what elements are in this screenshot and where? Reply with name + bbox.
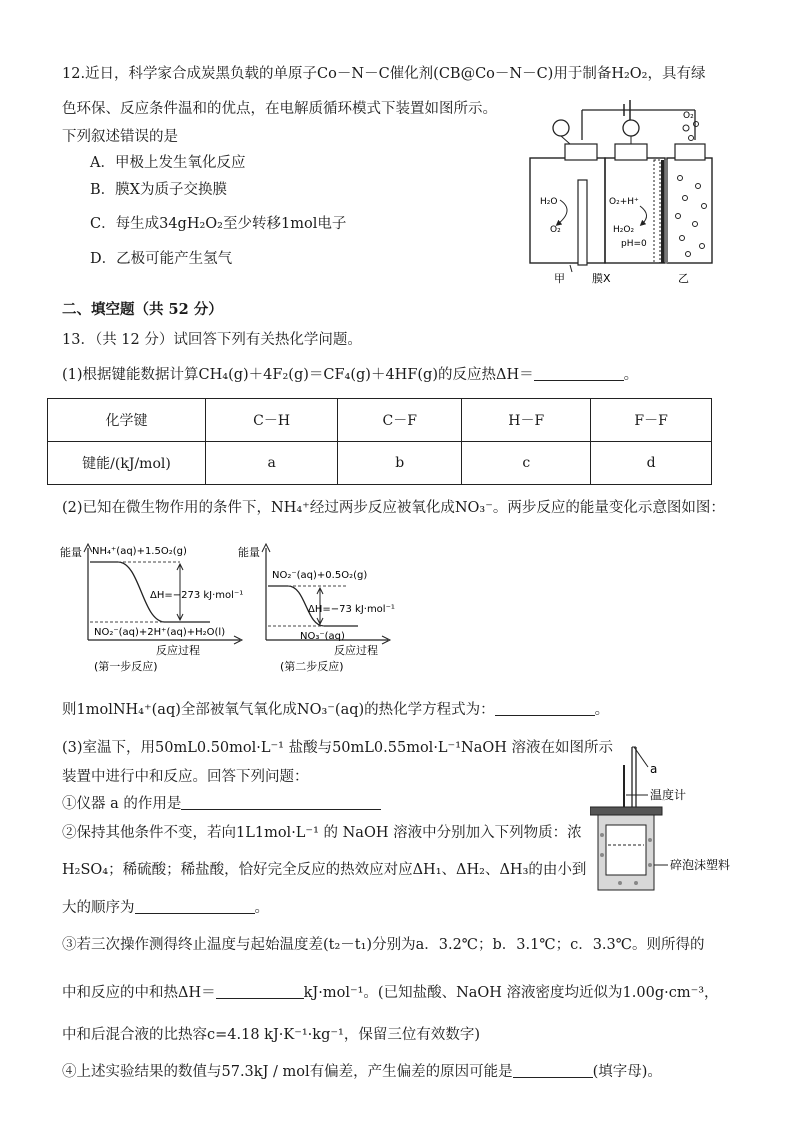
- q13-3-3-line2-text-b: kJ·mol⁻¹。(已知盐酸、NaOH 溶液密度均近似为1.00g·cm⁻³，: [303, 985, 719, 1001]
- electrolysis-figure: [520, 100, 735, 285]
- diagram1-ylabel: 能量: [60, 546, 82, 559]
- diagram2-bottom: NO₃⁻(aq): [300, 631, 345, 642]
- species-o2-h: O₂+H⁺: [609, 197, 639, 207]
- q13-3-2-line1: ②保持其他条件不变，若向1L1mol·L⁻¹ 的 NaOH 溶液中分别加入下列物质：浓: [62, 825, 582, 841]
- q13-part3-line2: 装置中进行中和反应。回答下列问题：: [62, 769, 309, 785]
- bond-energy-table: [47, 398, 712, 485]
- q13-3-3-line2: [62, 983, 719, 1003]
- answer-blank-2[interactable]: [495, 701, 595, 716]
- q13-3-4-text: ④上述实验结果的数值与57.3kJ / mol有偏差，产生偏差的原因可能是: [62, 1064, 513, 1080]
- q12-option-b: B．膜X为质子交换膜: [90, 182, 227, 198]
- energy-diagram-step2: [238, 540, 438, 680]
- table-header-cell: F－F: [591, 399, 712, 442]
- diagram2-dh: ΔH=−73 kJ·mol⁻¹: [308, 604, 395, 615]
- diagram1-top: NH₄⁺(aq)+1.5O₂(g): [92, 546, 187, 557]
- q13-part2-question-text: 则1molNH₄⁺(aq)全部被氧气氧化成NO₃⁻(aq)的热化学方程式为：: [62, 702, 495, 718]
- diagram1-xlabel: 反应过程: [156, 644, 200, 657]
- q13-part3-line1: (3)室温下，用50mL0.50mol·L⁻¹ 盐酸与50mL0.55mol·L⁻¹NaOH 溶液在如图所示: [62, 740, 613, 756]
- table-cell: d: [591, 442, 712, 485]
- q12-option-c: C．每生成34gH₂O₂至少转移1mol电子: [90, 216, 347, 232]
- q12-option-a: A．甲极上发生氧化反应: [90, 155, 246, 171]
- q12-line2: 色环保、反应条件温和的优点，在电解质循环模式下装置如图所示。: [62, 101, 497, 117]
- diagram1-dh: ΔH=−273 kJ·mol⁻¹: [150, 590, 244, 601]
- q13-part2: (2)已知在微生物作用的条件下，NH₄⁺经过两步反应被氧化成NO₃⁻。两步反应的能量变化示意图如图：: [62, 500, 725, 516]
- q13-3-2-line3-text: 大的顺序为: [62, 900, 135, 916]
- q13-3-1-text: ①仪器 a 的作用是: [62, 796, 182, 812]
- table-row: [48, 442, 712, 485]
- q13-3-2-end: 。: [254, 900, 269, 916]
- diagram2-ylabel: 能量: [238, 546, 260, 559]
- calorimeter-figure: [590, 745, 795, 895]
- q13-3-2-line2: H₂SO₄；稀硫酸；稀盐酸，恰好完全反应的热效应对应ΔH₁、ΔH₂、ΔH₃的由小到: [62, 862, 587, 878]
- q13-3-3-line2-text-a: 中和反应的中和热ΔH＝: [62, 985, 216, 1001]
- species-ph: pH=0: [621, 239, 647, 249]
- table-cell: 键能/(kJ/mol): [48, 442, 206, 485]
- q13-3-4-end: (填字母)。: [592, 1064, 662, 1080]
- table-header-cell: C－H: [206, 399, 338, 442]
- apparatus-a-label: a: [650, 762, 658, 776]
- section-title: 二、填空题（共 52 分）: [62, 301, 223, 318]
- species-o2: O₂: [550, 225, 561, 235]
- q13-3-3-line3: 中和后混合液的比热容c=4.18 kJ·K⁻¹·kg⁻¹，保留三位有效数字): [62, 1027, 480, 1043]
- q13-part2-end: 。: [594, 702, 610, 718]
- q13-3-1: [62, 794, 381, 814]
- foam-label: 碎泡沫塑料: [670, 858, 731, 872]
- table-header-cell: H－F: [462, 399, 591, 442]
- q12-option-d: D．乙极可能产生氢气: [90, 251, 233, 267]
- answer-blank-6[interactable]: [513, 1063, 593, 1078]
- table-header-cell: 化学键: [48, 399, 206, 442]
- table-header-cell: C－F: [338, 399, 462, 442]
- q13-intro: 13．（共 12 分）试回答下列有关热化学问题。: [62, 332, 362, 348]
- table-cell: a: [206, 442, 338, 485]
- label-membrane-x: 膜X: [592, 272, 611, 285]
- species-h2o: H₂O: [540, 197, 558, 207]
- q13-3-3-line1: ③若三次操作测得终止温度与起始温度差(t₂－t₁)分别为a．3.2℃；b．3.1℃；c．3.3℃。则所得的: [62, 937, 705, 953]
- q13-3-4: [62, 1062, 662, 1082]
- q12-line1: 12.近日，科学家合成炭黑负载的单原子Co－N－C催化剂(CB@Co－N－C)用于制备H₂O₂，具有绿: [62, 66, 706, 82]
- answer-blank-3[interactable]: [181, 795, 381, 810]
- top-o2-label: O₂: [683, 111, 694, 121]
- energy-diagram-step1: [60, 540, 260, 680]
- diagram1-caption: (第一步反应): [94, 660, 158, 673]
- diagram2-caption: (第二步反应): [280, 660, 344, 673]
- q13-3-2-line3: [62, 898, 269, 918]
- table-cell: c: [462, 442, 591, 485]
- table-row: [48, 399, 712, 442]
- label-jia: 甲: [554, 272, 565, 285]
- bubbles: [676, 176, 707, 257]
- q13-part1-end: 。: [623, 367, 639, 383]
- q12-prompt: 下列叙述错误的是: [62, 129, 178, 145]
- diagram1-bottom: NO₂⁻(aq)+2H⁺(aq)+H₂O(l): [94, 627, 226, 638]
- table-cell: b: [338, 442, 462, 485]
- q13-part2-question: [62, 700, 609, 720]
- species-h2o2: H₂O₂: [613, 225, 635, 235]
- answer-blank-4[interactable]: [135, 899, 255, 914]
- q13-part1: [62, 365, 638, 385]
- answer-blank-5[interactable]: [216, 984, 304, 999]
- label-yi: 乙: [678, 272, 689, 285]
- diagram2-xlabel: 反应过程: [334, 644, 378, 657]
- diagram2-top: NO₂⁻(aq)+0.5O₂(g): [272, 570, 368, 581]
- thermometer-label: 温度计: [650, 788, 687, 802]
- q13-part1-text: (1)根据键能数据计算CH₄(g)＋4F₂(g)＝CF₄(g)＋4HF(g)的反应热ΔH＝: [62, 367, 534, 383]
- answer-blank-1[interactable]: [534, 366, 624, 381]
